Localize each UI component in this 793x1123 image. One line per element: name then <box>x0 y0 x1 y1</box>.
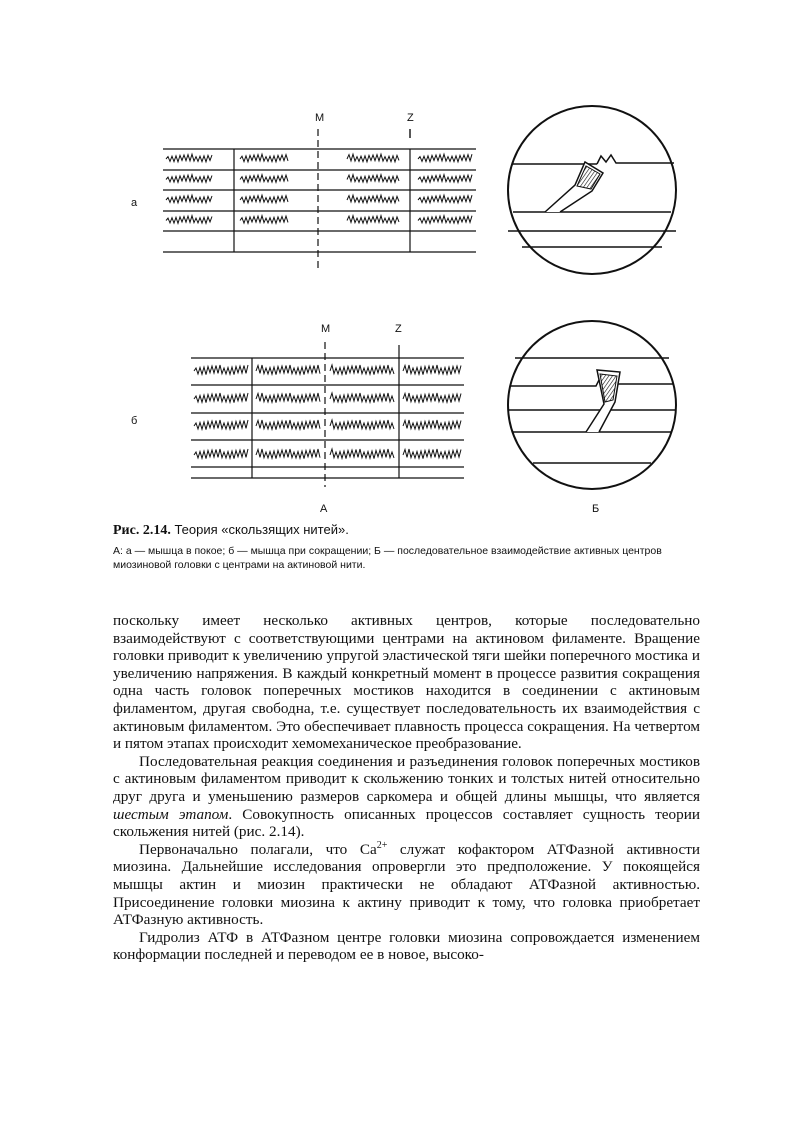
panel-label-a: А <box>320 503 328 515</box>
paragraph-2 <box>113 753 700 841</box>
figure-caption-title <box>113 522 713 539</box>
paragraph-3-text: Первоначально полагали, что Ca <box>139 840 377 858</box>
row-label-a: а <box>131 197 138 209</box>
figure-number: Рис. 2.14. <box>113 523 171 538</box>
crossbridge-detail-relaxed <box>508 106 676 274</box>
paragraph-2-text: Последовательная реакция соединения и разъединения головок поперечных мостиков с актиновым филаментом приводит к скольжению тонких и толстых нитей относительно друг друга и уменьшению размеров саркомера и общей длины мышцы, что является <box>113 752 700 805</box>
panel-label-b: Б <box>592 503 600 515</box>
figure-caption-text: А: а — мышца в покое; б — мышца при сокращении; Б — последовательное взаимодействие активных центров миозиновой головки с центрами на актиновой нити. <box>113 545 662 571</box>
row-label-b: б <box>131 415 138 427</box>
z-line-label-bottom: Z <box>395 323 402 335</box>
superscript-2plus: 2+ <box>376 839 388 851</box>
paragraph-4: Гидролиз АТФ в АТФазном центре головки миозина сопровождается изменением конформации последней и переводом ее в новое, высоко- <box>113 928 700 964</box>
sarcomere-contracted <box>191 342 464 487</box>
m-line-label-bottom: M <box>321 323 331 335</box>
crossbridge-detail-contracted <box>508 321 676 489</box>
body-text <box>113 612 700 964</box>
paragraph-1: поскольку имеет несколько активных центров, которые последовательно взаимодействуют с соответствующими центрами на актиновом филаменте. Вращение головки приводит к увеличению упругой эластической тяги шейки поперечного мостика и увеличению напряжения. В каждый конкретный момент в процессе развития сокращения одна часть головок поперечных мостиков находится в соединении с актиновым филаментом, другая свободна, т.е. существует последовательность их взаимодействия с актиновым филаментом. Это обеспечивает плавность процесса сокращения. На четвертом и пятом этапах происходит хемомеханическое преобразование. <box>113 612 700 753</box>
emphasis-sixth-stage: шестым этапом <box>113 805 229 823</box>
paragraph-2-end: . Совокупность описанных процессов составляет сущность теории скольжения нитей (рис. 2.14). <box>113 805 700 841</box>
filaments-contracted <box>194 365 461 459</box>
paragraph-3 <box>113 841 700 929</box>
z-line-label-top: Z <box>407 112 414 124</box>
filaments-relaxed <box>166 154 472 223</box>
paragraph-3-end: служат кофактором АТФазной активности миозина. Дальнейшие исследования опровергли это предположение. У покоящейся мышцы актин и миозин практически не обладают АТФазной активностью. Присоединение головки миозина к актину приводит к тому, что головка приобретает АТФазную активность. <box>113 840 700 929</box>
m-line-label-top: M <box>315 112 325 124</box>
figure-title: Теория «скользящих нитей». <box>174 522 349 537</box>
figure-sliding-filaments <box>0 0 793 520</box>
